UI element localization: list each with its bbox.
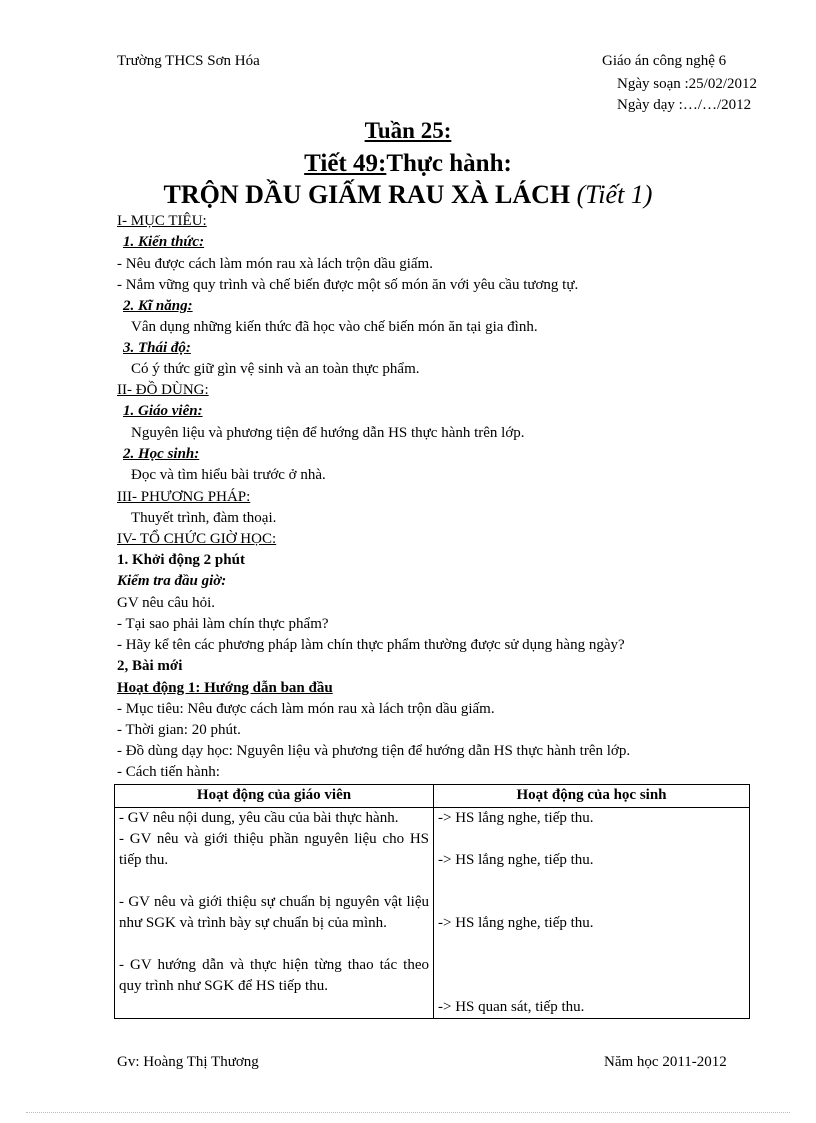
subject-label: Giáo án công nghệ 6 (602, 53, 727, 69)
teacher-name: Gv: Hoàng Thị Thương (117, 1054, 259, 1070)
student-activity: -> HS quan sát, tiếp thu. (438, 999, 585, 1015)
teacher-item-1: Nguyên liệu và phương tiện để hướng dẫn HS thực hành trên lớp. (131, 425, 525, 441)
teacher-activity: - GV nêu và giới thiệu phần nguyên liệu cho HS tiếp thu. (119, 831, 429, 868)
new-lesson-heading: 2, Bài mới (117, 658, 183, 674)
check-heading: Kiểm tra đầu giờ: (117, 573, 227, 589)
dish-name: TRỘN DẦU GIẤM RAU XÀ LÁCH (163, 180, 571, 209)
method-item-1: Thuyết trình, đàm thoại. (131, 510, 277, 526)
student-heading: 2. Học sinh: (123, 446, 200, 462)
section-4-heading: IV- TỔ CHỨC GIỜ HỌC: (117, 531, 277, 547)
lesson-part: (Tiết 1) (576, 180, 653, 209)
knowledge-heading: 1. Kiến thức: (123, 234, 205, 250)
lesson-type: Thực hành: (386, 150, 512, 177)
teacher-activity: - GV nêu nội dung, yêu cầu của bài thực hành. (119, 810, 399, 826)
student-column-header: Hoạt động của học sinh (434, 785, 750, 808)
table-row (115, 808, 750, 1019)
section-3-heading: III- PHƯƠNG PHÁP: (117, 489, 251, 505)
teacher-activity: - GV nêu và giới thiệu sự chuẩn bị nguyên vật liệu như SGK và trình bày sự chuẩn bị của mình. (119, 894, 429, 931)
student-activity: -> HS lắng nghe, tiếp thu. (438, 852, 594, 868)
attitude-heading: 3. Thái độ: (123, 340, 191, 356)
teacher-activity: - GV hướng dẫn và thực hiện từng thao tác theo quy trình như SGK để HS tiếp thu. (119, 957, 429, 994)
table-header-row (115, 785, 750, 808)
main-title (0, 180, 816, 210)
activity-1-heading: Hoạt động 1: Hướng dẫn ban đầu (117, 680, 333, 696)
activity-table (114, 784, 750, 1019)
knowledge-item-2: - Nắm vững quy trình và chế biến được một số món ăn với yêu cầu tương tự. (117, 277, 579, 293)
teacher-heading: 1. Giáo viên: (123, 403, 203, 419)
check-item-3: - Hãy kể tên các phương pháp làm chín thực phẩm thường được sử dụng hàng ngày? (117, 637, 625, 653)
student-item-1: Đọc và tìm hiểu bài trước ở nhà. (131, 467, 326, 483)
section-2-heading: II- ĐỒ DÙNG: (117, 382, 209, 398)
school-name: Trường THCS Sơn Hóa (117, 53, 260, 69)
student-activity: -> HS lắng nghe, tiếp thu. (438, 810, 594, 826)
activity-1-tools: - Đồ dùng dạy học: Nguyên liệu và phương tiện để hướng dẫn HS thực hành trên lớp. (117, 743, 631, 759)
knowledge-item-1: - Nêu được cách làm món rau xà lách trộn dầu giấm. (117, 256, 433, 272)
attitude-item-1: Có ý thức giữ gìn vệ sinh và an toàn thực phẩm. (131, 361, 420, 377)
date-prepared: Ngày soạn :25/02/2012 (617, 76, 757, 92)
skill-heading: 2. Kĩ năng: (123, 298, 193, 314)
check-item-2: - Tại sao phải làm chín thực phẩm? (117, 616, 329, 632)
page-bottom-divider (26, 1112, 790, 1113)
warmup-heading: 1. Khởi động 2 phút (117, 552, 245, 568)
date-taught: Ngày dạy :…/…/2012 (617, 97, 752, 113)
check-item-1: GV nêu câu hỏi. (117, 595, 216, 611)
student-activity: -> HS lắng nghe, tiếp thu. (438, 915, 594, 931)
week-title: Tuần 25: (364, 118, 452, 143)
lesson-number: Tiết 49: (304, 150, 387, 177)
teacher-column-header: Hoạt động của giáo viên (115, 785, 434, 808)
activity-1-time: - Thời gian: 20 phút. (117, 722, 241, 738)
section-1-heading: I- MỤC TIÊU: (117, 213, 207, 229)
skill-item-1: Vân dụng những kiến thức đã học vào chế biến món ăn tại gia đình. (131, 319, 538, 335)
activity-1-goal: - Mục tiêu: Nêu được cách làm món rau xà lách trộn dầu giấm. (117, 701, 495, 717)
activity-1-procedure: - Cách tiến hành: (117, 764, 220, 780)
lesson-title (0, 150, 816, 178)
school-year: Năm học 2011-2012 (604, 1054, 727, 1070)
